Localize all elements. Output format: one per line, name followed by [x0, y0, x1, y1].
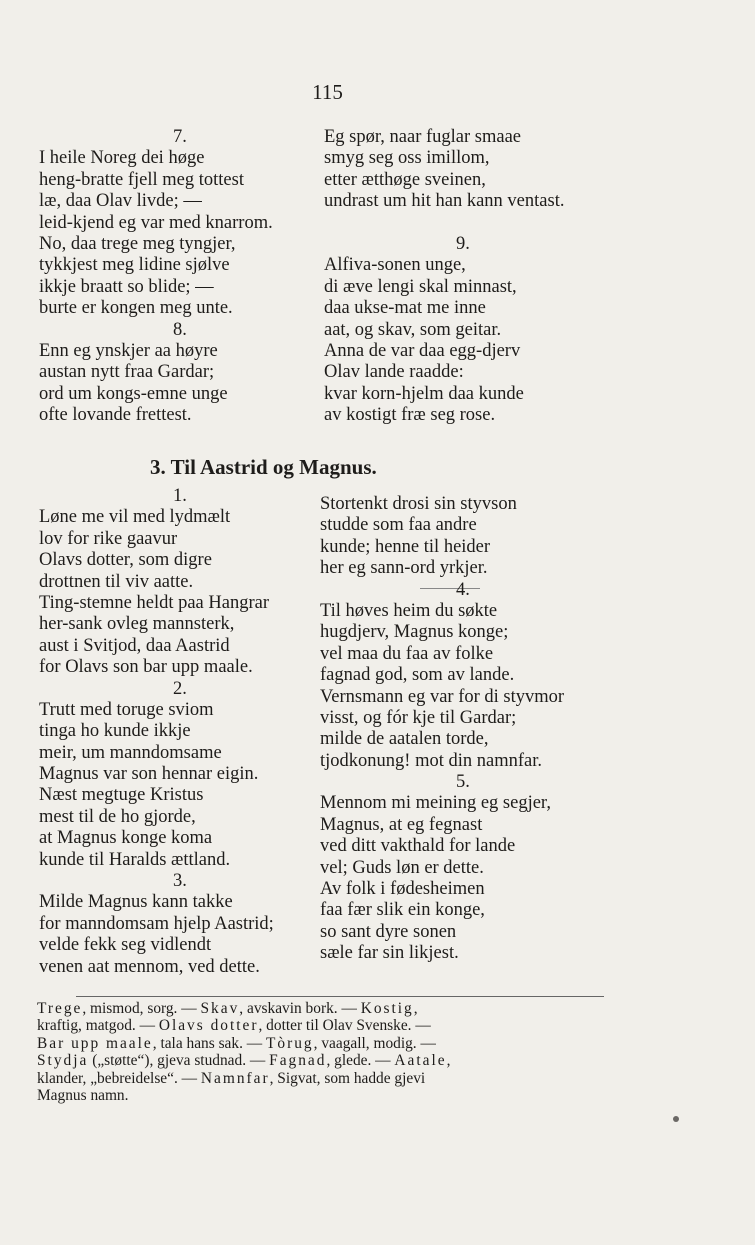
verse-line: studde som faa andre: [320, 515, 477, 536]
verse-line: ofte lovande frettest.: [39, 405, 192, 426]
verse-line: ord um kongs-emne unge: [39, 383, 228, 404]
verse-line: tykkjest meg lidine sjølve: [39, 255, 230, 276]
stanza-number: 9.: [456, 233, 470, 254]
verse-line: mest til de ho gjorde,: [39, 806, 196, 827]
verse-line: her-sank ovleg mannsterk,: [39, 614, 235, 635]
verse-line: vel; Guds løn er dette.: [320, 857, 484, 878]
verse-line: for manndomsam hjelp Aastrid;: [39, 913, 274, 934]
verse-line: at Magnus konge koma: [39, 828, 213, 849]
verse-line: Alfiva-sonen unge,: [324, 255, 466, 276]
verse-line: No, daa trege meg tyngjer,: [39, 233, 236, 254]
verse-line: Magnus var son hennar eigin.: [39, 764, 259, 785]
footnote-line: [37, 1035, 607, 1052]
verse-line: etter ætthøge sveinen,: [324, 169, 486, 190]
poem-column-bottom-left: [39, 486, 329, 978]
verse-line: tinga ho kunde ikkje: [39, 721, 191, 742]
stanza-number: 5.: [456, 772, 470, 793]
verse-line: fagnad god, som av lande.: [320, 665, 515, 686]
footnote-text: , dotter til Olav Svenske. —: [258, 1017, 431, 1035]
footnote-text: („støtte“), gjeva studnad. —: [88, 1052, 270, 1070]
stanza-number: 8.: [173, 319, 187, 340]
glossed-term: Skav: [200, 1000, 240, 1017]
verse-line: aust i Svitjod, daa Aastrid: [39, 635, 230, 656]
footnote-line: [37, 1087, 607, 1104]
verse-line: her eg sann-ord yrkjer.: [320, 558, 488, 579]
verse-line: burte er kongen meg unte.: [39, 298, 233, 319]
glossed-term: Bar upp maale: [37, 1034, 153, 1052]
verse-line: leid-kjend eg var med knarrom.: [39, 212, 273, 233]
page-number: 115: [312, 80, 343, 104]
stanza-gap: [324, 213, 624, 234]
verse-line: daa ukse-mat me inne: [324, 298, 486, 319]
stanza-number: 2.: [173, 678, 187, 699]
glossed-term: Fagnad: [269, 1052, 327, 1070]
verse-line: Milde Magnus kann takke: [39, 892, 233, 913]
poem-column-top-right: [324, 127, 624, 426]
verse-line: for Olavs son bar upp maale.: [39, 657, 253, 678]
verse-line: Mennom mi meining eg segjer,: [320, 793, 551, 814]
verse-line: ved ditt vakthald for lande: [320, 836, 516, 857]
glossed-term: Stydja: [37, 1052, 89, 1070]
footnote-text: ,: [413, 1000, 418, 1017]
glossed-term: Trege: [37, 1000, 83, 1017]
verse-line: velde fekk seg vidlendt: [39, 935, 212, 956]
glossed-term: Aatale: [394, 1052, 447, 1070]
verse-line: kvar korn-hjelm daa kunde: [324, 383, 524, 404]
footnote-text: kraftig, matgod. —: [37, 1017, 159, 1035]
verse-line: so sant dyre sonen: [320, 921, 457, 942]
verse-line: læ, daa Olav livde; —: [39, 191, 202, 212]
glossed-term: Kostig: [360, 1000, 414, 1017]
verse-line: sæle far sin likjest.: [320, 943, 459, 964]
footnote-text: klander, „bebreidelse“. —: [37, 1069, 201, 1087]
stanza-number: 7.: [173, 127, 187, 147]
verse-line: Magnus, at eg fegnast: [320, 814, 483, 835]
verse-line: di æve lengi skal minnast,: [324, 276, 517, 297]
verse-line: Olavs dotter, som digre: [39, 550, 212, 571]
verse-line: Næst megtuge Kristus: [39, 785, 204, 806]
verse-line: undrast um hit han kann ventast.: [324, 191, 565, 212]
footnote-line: [37, 1052, 607, 1069]
verse-line: meir, um manndomsame: [39, 742, 222, 763]
verse-line: Enn eg ynskjer aa høyre: [39, 340, 218, 361]
verse-line: Stortenkt drosi sin styvson: [320, 494, 517, 514]
stanza-number: 1.: [173, 486, 187, 506]
verse-line: vel maa du faa av folke: [320, 643, 494, 664]
stanza-number: 3.: [173, 871, 187, 892]
verse-line: av kostigt fræ seg rose.: [324, 405, 496, 426]
footnote-line: [37, 1000, 607, 1017]
verse-line: Av folk i fødesheimen: [320, 879, 485, 900]
footnote-line: [37, 1070, 607, 1087]
verse-line: hugdjerv, Magnus konge;: [320, 622, 509, 643]
footnote-text: , Sigvat, som hadde gjevi: [269, 1069, 426, 1087]
verse-line: venen aat mennom, ved dette.: [39, 956, 260, 977]
verse-line: visst, og fór kje til Gardar;: [320, 707, 517, 728]
glossed-term: Tòrug: [266, 1034, 314, 1052]
verse-line: kunde; henne til heider: [320, 536, 491, 557]
glossed-term: Olavs dotter: [158, 1017, 259, 1035]
verse-line: kunde til Haralds ættland.: [39, 849, 231, 870]
glossed-term: Namnfar: [200, 1069, 270, 1087]
poem-column-top-left: [39, 127, 329, 426]
verse-line: Olav lande raadde:: [324, 362, 464, 383]
verse-line: smyg seg oss imillom,: [324, 148, 490, 169]
footnote-text: ,: [446, 1052, 451, 1070]
verse-line: tjodkonung! mot din namnfar.: [320, 750, 542, 771]
verse-line: aat, og skav, som geitar.: [324, 319, 502, 340]
verse-line: Til høves heim du søkte: [320, 600, 498, 621]
footnote-text: , vaagall, modig. —: [313, 1034, 436, 1052]
verse-line: faa fær slik ein konge,: [320, 900, 485, 921]
verse-line: Eg spør, naar fuglar smaae: [324, 127, 522, 147]
poem-column-bottom-right: [320, 494, 620, 965]
footnote-text: , mismod, sorg. —: [82, 1000, 201, 1017]
verse-line: drottnen til viv aatte.: [39, 571, 194, 592]
footnote-text: Magnus namn.: [37, 1086, 129, 1104]
verse-line: lov for rike gaavur: [39, 528, 178, 549]
footnote-rule: [76, 996, 604, 997]
verse-line: milde de aatalen torde,: [320, 729, 489, 750]
verse-line: Anna de var daa egg-djerv: [324, 340, 521, 361]
footnote-text: , avskavin bork. —: [239, 1000, 361, 1017]
verse-line: Vernsmann eg var for di styvmor: [320, 686, 565, 707]
stanza-number: 4.: [456, 579, 470, 600]
verse-line: Ting-stemne heldt paa Hangrar: [39, 592, 269, 613]
verse-line: heng-bratte fjell meg tottest: [39, 169, 244, 190]
footnote-text: , tala hans sak. —: [152, 1034, 267, 1052]
verse-line: I heile Noreg dei høge: [39, 148, 205, 169]
section-title: 3. Til Aastrid og Magnus.: [150, 455, 377, 479]
footnotes: [37, 1000, 607, 1104]
footnote-line: [37, 1017, 607, 1034]
verse-line: ikkje braatt so blide; —: [39, 276, 214, 297]
verse-line: austan nytt fraa Gardar;: [39, 362, 215, 383]
verse-line: Løne me vil med lydmælt: [39, 507, 231, 528]
verse-line: Trutt med toruge sviom: [39, 699, 214, 720]
footnote-text: , glede. —: [326, 1052, 395, 1070]
page-speck: [673, 1116, 679, 1122]
